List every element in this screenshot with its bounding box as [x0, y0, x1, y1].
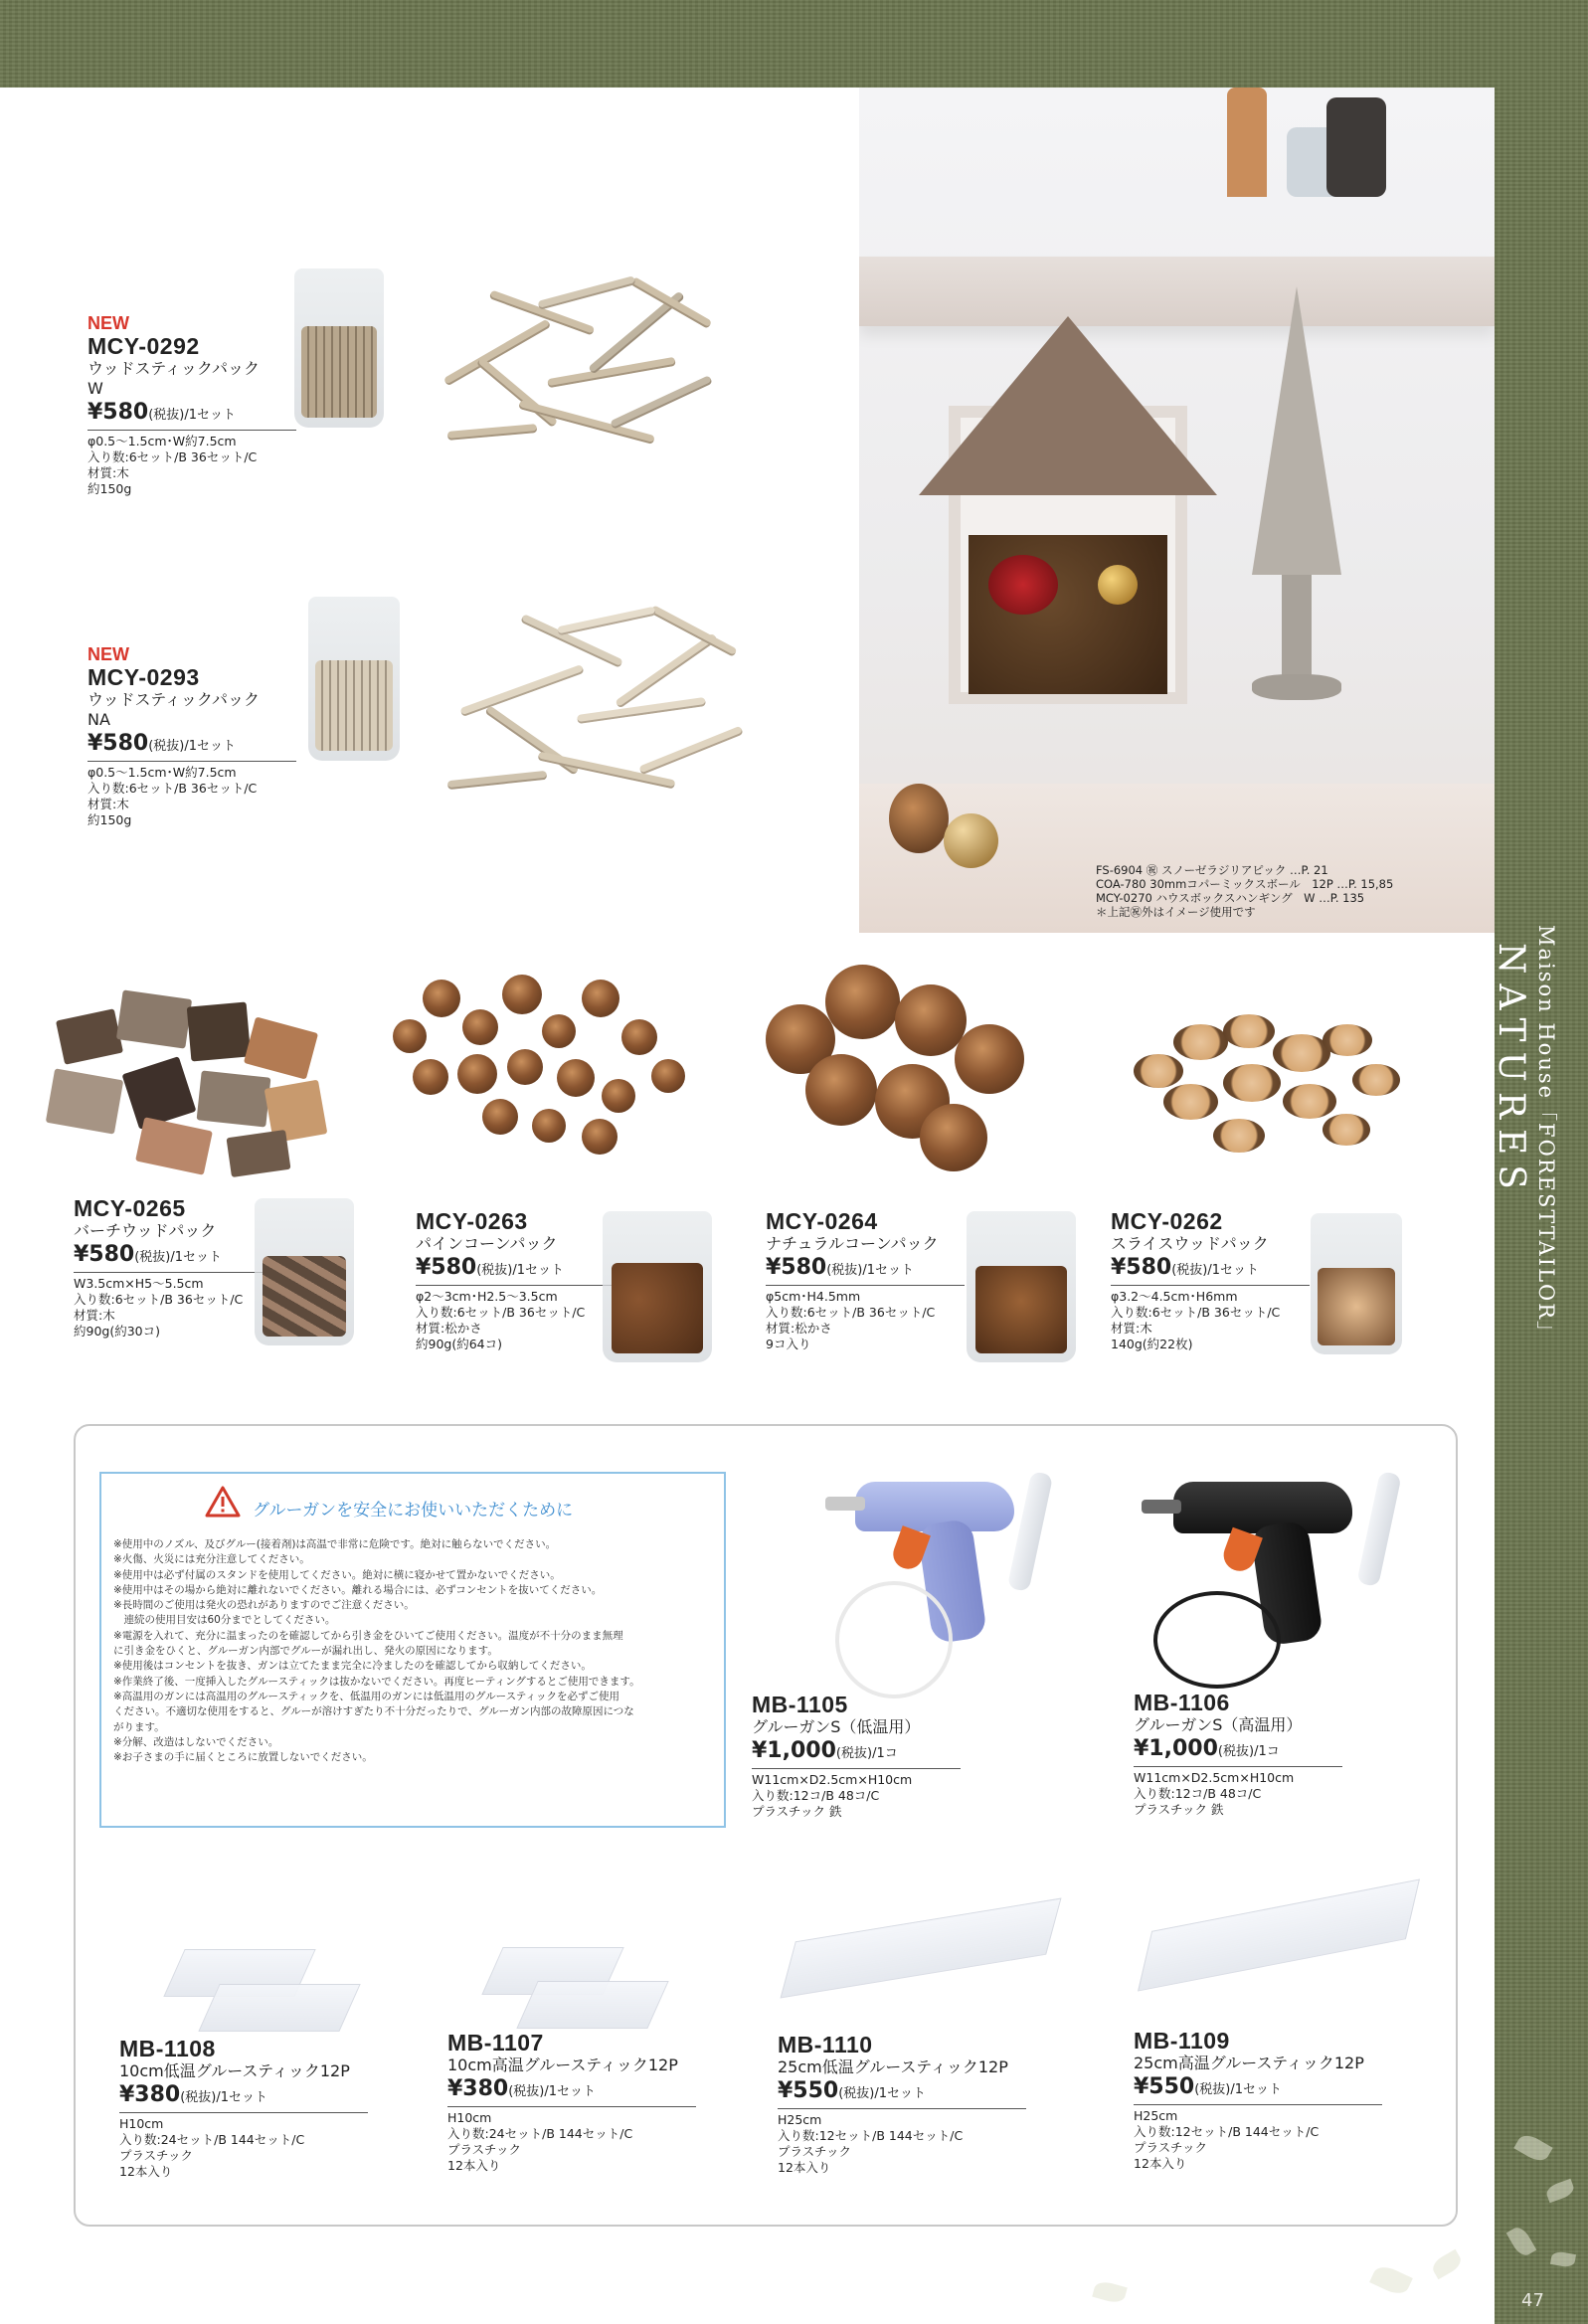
- product-specs: φ2～3cm･H2.5～3.5cm 入り数:6セット/B 36セット/C 材質:松かさ 約90g(約64コ): [416, 1289, 586, 1351]
- product-mb1106: [1134, 1691, 1342, 1818]
- product-name: 25cm低温グルースティック12P: [778, 2057, 1008, 2076]
- product-photo-glue-sticks: [198, 1984, 360, 2032]
- product-photo-bag: [255, 1198, 354, 1345]
- product-specs: W11cm×D2.5cm×H10cm 入り数:12コ/B 48コ/C プラスチック 鉄: [1134, 1770, 1295, 1817]
- product-code: MCY-0293: [88, 664, 200, 690]
- product-code: MB-1106: [1134, 1690, 1230, 1715]
- safety-title: グルーガンを安全にお使いいただくために: [253, 1501, 574, 1520]
- list-item: ※長時間のご使用は発火の恐れがありますのでご注意ください。: [113, 1599, 415, 1612]
- product-code: MB-1105: [752, 1692, 848, 1717]
- scene-caption: FS-6904 ㊗ スノーゼラジリアピック …P. 21 COA-780 30mmコパーミックスボール 12P …P. 15,85 MCY-0270 ハウスボックスハンギング W …P. 135 ＊上記㊗外はイメージ使用です: [1096, 863, 1394, 919]
- list-item: ※高温用のガンには高温用のグルースティックを、低温用のガンには低温用のグルースティックを必ずご使用: [113, 1690, 620, 1702]
- product-mcy0293: [88, 644, 296, 828]
- product-specs: H25cm 入り数:12セット/B 144セット/C プラスチック 12本入り: [1134, 2108, 1320, 2171]
- new-badge: NEW: [88, 313, 129, 333]
- product-photo-bag: [1311, 1213, 1402, 1354]
- product-photo-glue-gun-high: [1134, 1462, 1422, 1700]
- product-price: ¥580(税抜)/1セット: [74, 1241, 272, 1273]
- page-number: 47: [1521, 2290, 1544, 2311]
- section-label: NATURES: [1491, 943, 1531, 1199]
- side-title: [1491, 925, 1561, 1402]
- product-name: 10cm高温グルースティック12P: [447, 2056, 678, 2074]
- product-mb1105: [752, 1693, 961, 1820]
- product-name: ウッドスティックパック: [88, 359, 260, 378]
- product-mb1108: [119, 2037, 368, 2180]
- product-specs: H10cm 入り数:24セット/B 144セット/C プラスチック 12本入り: [119, 2116, 305, 2179]
- product-code: MB-1110: [778, 2032, 873, 2057]
- product-price: ¥380(税抜)/1セット: [119, 2081, 368, 2113]
- list-item: ※作業終了後、一度挿入したグルースティックは抜かないでください。再度ヒーティングするとご使用できます。: [113, 1675, 640, 1688]
- list-item: ください。不適切な使用をすると、グルーが溶けすぎたり不十分だったりで、グルーガン内部の故障原因につな: [113, 1705, 634, 1718]
- product-photo-pinecones: [383, 960, 701, 1168]
- product-mb1110: [778, 2033, 1026, 2176]
- product-mcy0263: [416, 1209, 615, 1352]
- product-photo-glue-gun-low: [815, 1462, 1094, 1700]
- list-item: ※分解、改造はしないでください。: [113, 1735, 279, 1748]
- product-photo-bag: [603, 1211, 712, 1362]
- product-price: ¥580(税抜)/1セット: [416, 1254, 615, 1286]
- product-photo-glue-sticks: [516, 1981, 668, 2029]
- product-specs: W11cm×D2.5cm×H10cm 入り数:12コ/B 48コ/C プラスチック 鉄: [752, 1772, 913, 1819]
- product-specs: φ3.2～4.5cm･H6mm 入り数:6セット/B 36セット/C 材質:木 140g(約22枚): [1111, 1289, 1281, 1351]
- product-name: ナチュラルコーンパック: [766, 1234, 939, 1253]
- product-specs: φ0.5～1.5cm･W約7.5cm 入り数:6セット/B 36セット/C 材質:木 約150g: [88, 434, 258, 496]
- product-name: 10cm低温グルースティック12P: [119, 2061, 350, 2080]
- product-variant: NA: [88, 710, 110, 729]
- product-variant: W: [88, 379, 103, 398]
- product-price: ¥380(税抜)/1セット: [447, 2075, 696, 2107]
- list-item: ※電源を入れて、充分に温まったのを確認してから引き金をひいてご使用ください。温度が不十分のまま無理: [113, 1629, 623, 1642]
- list-item: ※使用中のノズル、及びグルー(接着剤)は高温で非常に危険です。絶対に触らないでください。: [113, 1538, 557, 1550]
- product-name: グルーガンS（低温用）: [752, 1717, 921, 1736]
- product-photo-slices: [1124, 1004, 1402, 1173]
- product-name: ウッドスティックパック: [88, 690, 260, 709]
- list-item: ※お子さまの手に届くところに放置しないでください。: [113, 1751, 373, 1764]
- product-name: 25cm高温グルースティック12P: [1134, 2054, 1364, 2072]
- product-code: MCY-0262: [1111, 1208, 1223, 1234]
- product-price: ¥550(税抜)/1セット: [778, 2077, 1026, 2109]
- product-code: MCY-0263: [416, 1208, 528, 1234]
- product-photo-natural-cones: [756, 955, 1054, 1173]
- product-price: ¥550(税抜)/1セット: [1134, 2073, 1382, 2105]
- product-photo-bag: [308, 597, 400, 761]
- product-code: MB-1108: [119, 2036, 216, 2061]
- product-code: MB-1107: [447, 2030, 544, 2056]
- list-item: ※火傷、火災には充分注意してください。: [113, 1553, 310, 1566]
- product-code: MB-1109: [1134, 2028, 1230, 2054]
- product-price: ¥580(税抜)/1セット: [88, 730, 296, 762]
- list-item: ※使用中はその場から絶対に離れないでください。離れる場合には、必ずコンセントを抜いてください。: [113, 1583, 603, 1596]
- product-photo-bark: [40, 984, 338, 1183]
- product-code: MCY-0264: [766, 1208, 878, 1234]
- product-specs: H10cm 入り数:24セット/B 144セット/C プラスチック 12本入り: [447, 2110, 633, 2173]
- product-specs: H25cm 入り数:12セット/B 144セット/C プラスチック 12本入り: [778, 2112, 964, 2175]
- product-price: ¥1,000(税抜)/1コ: [1134, 1735, 1342, 1767]
- product-price: ¥580(税抜)/1セット: [766, 1254, 965, 1286]
- list-item: ※使用後はコンセントを抜き、ガンは立てたまま完全に冷ましたのを確認してから収納してください。: [113, 1660, 592, 1673]
- product-code: MCY-0265: [74, 1195, 186, 1221]
- safety-notice: [99, 1472, 726, 1828]
- product-price: ¥1,000(税抜)/1コ: [752, 1737, 961, 1769]
- brand-label: Maison House「FORESTTAILOR」: [1534, 925, 1558, 1344]
- product-specs: W3.5cm×H5～5.5cm 入り数:6セット/B 36セット/C 材質:木 約90g(約30コ): [74, 1276, 244, 1339]
- warning-icon: [205, 1486, 241, 1518]
- product-price: ¥580(税抜)/1セット: [88, 399, 296, 431]
- product-mcy0265: [74, 1196, 272, 1340]
- product-mcy0262: [1111, 1209, 1310, 1352]
- list-item: に引き金をひくと、グルーガン内部でグルーが漏れ出し、発火の原因になります。: [113, 1645, 498, 1658]
- list-item: 連続の使用目安は60分までとしてください。: [113, 1614, 336, 1627]
- new-badge: NEW: [88, 644, 129, 664]
- product-mcy0292: [88, 313, 296, 497]
- product-photo-sticks: [438, 597, 766, 815]
- product-specs: φ0.5～1.5cm･W約7.5cm 入り数:6セット/B 36セット/C 材質:木 約150g: [88, 765, 258, 827]
- product-name: パインコーンパック: [416, 1234, 558, 1253]
- list-item: がります。: [113, 1720, 165, 1733]
- product-photo-bag: [294, 268, 384, 428]
- product-price: ¥580(税抜)/1セット: [1111, 1254, 1310, 1286]
- safety-list: [113, 1537, 714, 1765]
- product-name: バーチウッドパック: [74, 1221, 217, 1240]
- product-photo-bag: [967, 1211, 1076, 1362]
- product-specs: φ5cm･H4.5mm 入り数:6セット/B 36セット/C 材質:松かさ 9コ入り: [766, 1289, 936, 1351]
- list-item: ※使用中は必ず付属のスタンドを使用してください。絶対に横に寝かせて置かないでください。: [113, 1568, 561, 1581]
- scene-photo: [859, 88, 1495, 933]
- product-photo-sticks: [428, 268, 746, 467]
- product-name: スライスウッドパック: [1111, 1234, 1269, 1253]
- product-mcy0264: [766, 1209, 965, 1352]
- product-mb1109: [1134, 2029, 1382, 2172]
- product-code: MCY-0292: [88, 333, 200, 359]
- product-name: グルーガンS（高温用）: [1134, 1715, 1303, 1734]
- product-mb1107: [447, 2031, 696, 2174]
